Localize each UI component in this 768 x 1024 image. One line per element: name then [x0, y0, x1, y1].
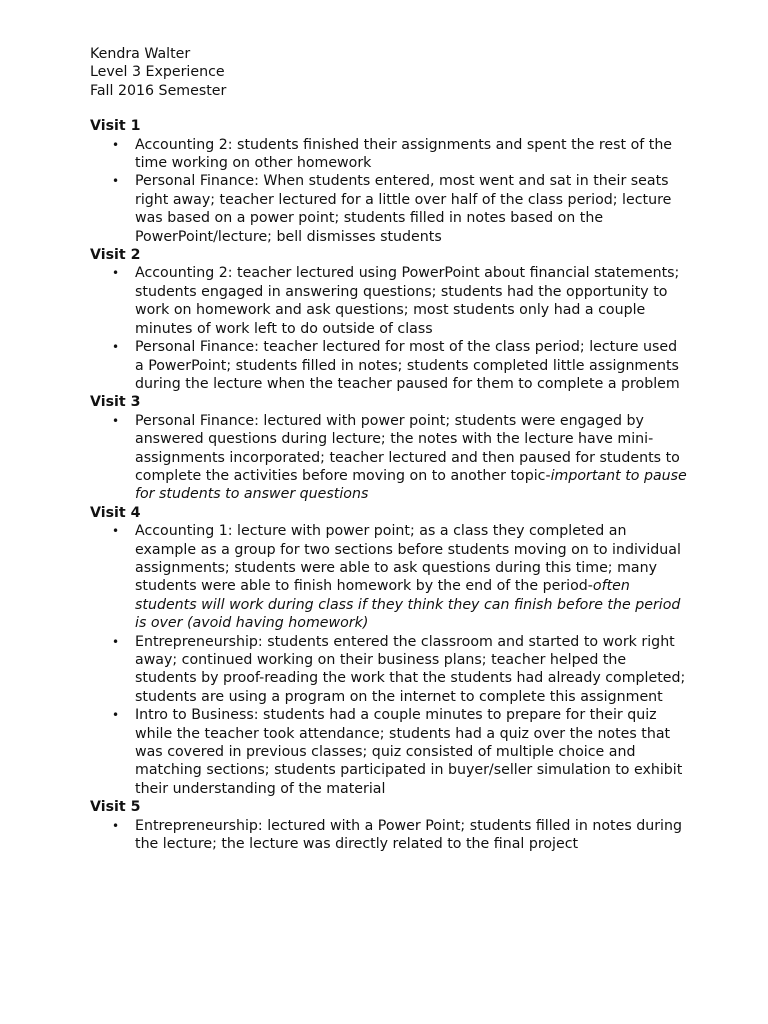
visit-entry [90, 172, 690, 246]
visit-section [90, 504, 690, 799]
entry-text: Accounting 2: students finished their assignments and spent the rest of the time working on other homework [135, 136, 673, 172]
entry-text: Intro to Business: students had a couple minutes to prepare for their quiz while the teacher took attendance; students had a quiz over the notes that was covered in previous classes; quiz consisted of multiple choice and matching sections; students participated in buyer/seller simulation to exhibit their understanding of the material [135, 707, 683, 797]
visit-entries [90, 522, 690, 798]
visit-entry [90, 633, 690, 707]
visit-entry [90, 264, 690, 338]
visit-heading: Visit 4 [90, 504, 141, 521]
visit-heading: Visit 2 [90, 247, 141, 264]
bullet-icon: • [112, 818, 120, 833]
visit-heading: Visit 5 [90, 799, 141, 816]
bullet-icon: • [112, 708, 120, 723]
visit-list [90, 117, 690, 853]
visit-section [90, 798, 690, 853]
entry-text: Personal Finance: teacher lectured for most of the class period; lecture used a PowerPoint; students filled in notes; students completed little assignments during the lecture when the teacher paused for them to complete a problem [135, 339, 680, 392]
bullet-icon: • [112, 340, 120, 355]
entry-note: often students will work during class if they think they can finish before the period is over (avoid having homework) [135, 578, 681, 632]
bullet-icon: • [112, 413, 120, 428]
bullet-icon: • [112, 137, 120, 152]
bullet-icon: • [112, 524, 120, 539]
entry-text: Accounting 2: teacher lectured using PowerPoint about financial statements; students engaged in answering questions; students had the opportunity to work on homework and ask questions; most students only had a couple minutes of work left to do outside of class [135, 265, 680, 337]
visit-entry [90, 338, 690, 393]
entry-text: Personal Finance: When students entered, most went and sat in their seats right away; teacher lectured for a little over half of the class period; lecture was based on a power point; students filled in notes based on the PowerPoint/lecture; bell dismisses students [135, 173, 672, 245]
visit-entry [90, 706, 690, 798]
entry-text: Entrepreneurship: lectured with a Power Point; students filled in notes during the lecture; the lecture was directly related to the final project [135, 817, 682, 853]
document-header [90, 45, 690, 100]
semester: Fall 2016 Semester [90, 82, 227, 99]
visit-heading: Visit 1 [90, 118, 141, 135]
bullet-icon: • [112, 174, 120, 189]
visit-section [90, 393, 690, 503]
visit-entries [90, 136, 690, 246]
visit-entry [90, 136, 690, 173]
author-name: Kendra Walter [90, 46, 191, 62]
entry-text: Accounting 1: lecture with power point; as a class they completed an example as a group for two sections before students moving on to individual assignments; students were able to ask questions during this time; many students were able to finish homework by the end of the period- [135, 523, 681, 595]
visit-section [90, 246, 690, 393]
visit-entries [90, 264, 690, 393]
visit-entry [90, 817, 690, 854]
bullet-icon: • [112, 634, 120, 649]
bullet-icon: • [112, 266, 120, 281]
entry-text: Entrepreneurship: students entered the classroom and started to work right away; continued working on their business plans; teacher helped the students by proof-reading the work that the students had already completed; students are using a program on the internet to complete this assignment [135, 633, 686, 705]
document-page [90, 45, 690, 853]
visit-entry [90, 522, 690, 632]
experience-level: Level 3 Experience [90, 64, 225, 81]
entry-text: Personal Finance: lectured with power point; students were engaged by answered questions during lecture; the notes with the lecture have mini-assignments incorporated; teacher lectured and then paused for students to complete the activities before moving on to another topic- [135, 412, 680, 484]
visit-heading: Visit 3 [90, 394, 141, 411]
entry-note: important to pause for students to answer questions [135, 467, 687, 503]
visit-entries [90, 817, 690, 854]
visit-entry [90, 412, 690, 504]
visit-entries [90, 412, 690, 504]
visit-section [90, 117, 690, 246]
